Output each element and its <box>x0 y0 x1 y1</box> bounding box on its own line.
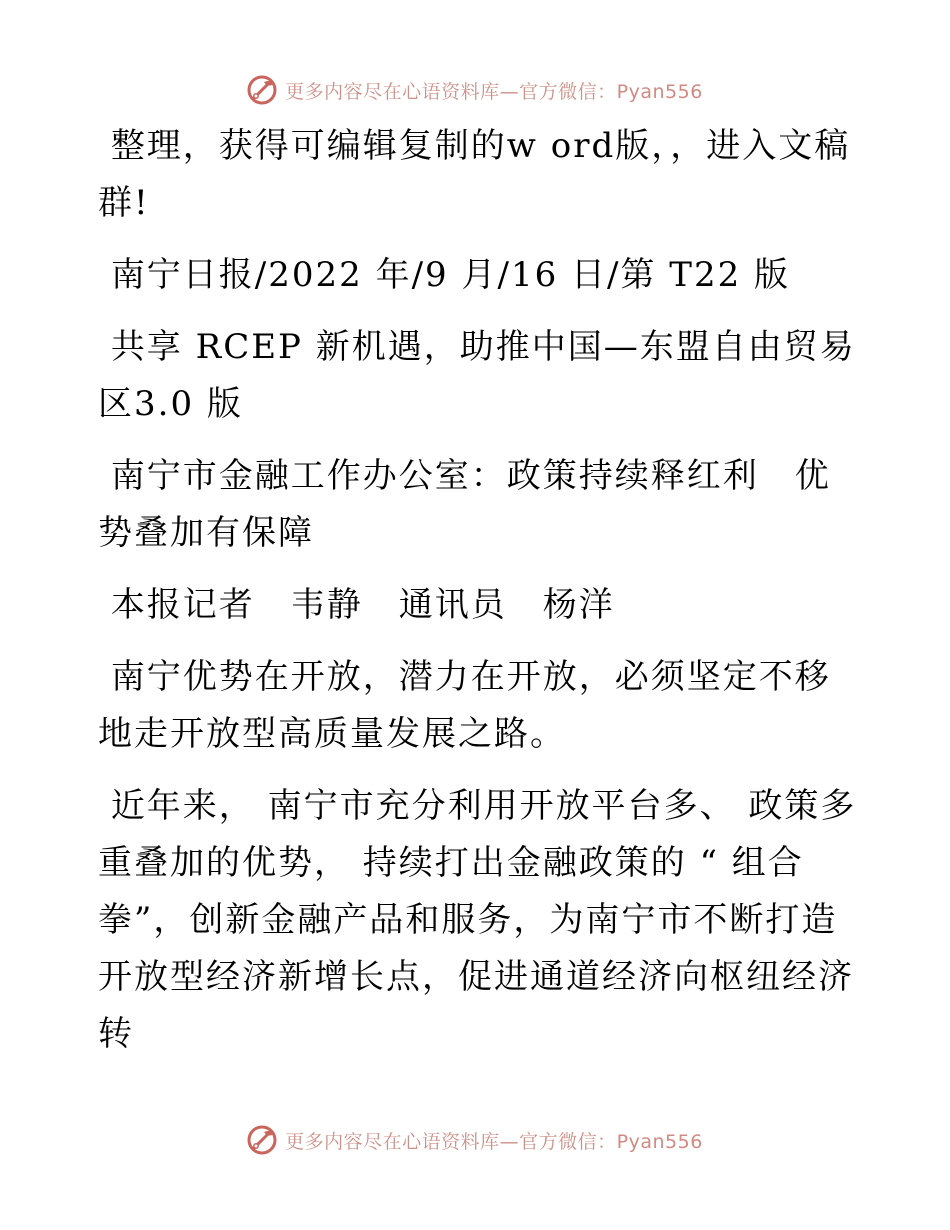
watermark-text <box>285 1127 703 1154</box>
watermark-id: Pyan556 <box>616 80 703 103</box>
document-body <box>98 118 858 1078</box>
paragraph-headline: 共享 RCEP 新机遇，助推中国—东盟自由贸易区3.0 版 <box>98 327 856 424</box>
watermark-id: Pyan556 <box>616 1130 703 1153</box>
paragraph-subheadline: 南宁市金融工作办公室：政策持续释红利 优势叠加有保障 <box>98 456 831 553</box>
footer-watermark <box>0 1120 950 1160</box>
paragraph-source: 南宁日报/2022 年/9 月/16 日/第 T22 版 <box>98 255 791 295</box>
paragraph-body-1: 南宁优势在开放，潜力在开放，必须坚定不移地走开放型高质量发展之路。 <box>98 657 831 754</box>
watermark-chinese: 更多内容尽在心语资料库—官方微信： <box>285 1130 617 1153</box>
header-watermark <box>0 70 950 110</box>
watermark-text <box>285 77 703 104</box>
watermark-chinese: 更多内容尽在心语资料库—官方微信： <box>285 80 617 103</box>
paragraph-intro: 整理，获得可编辑复制的w ord版，，进入文稿群! <box>98 126 851 223</box>
paragraph-body-2: 近年来， 南宁市充分利用开放平台多、 政策多重叠加的优势， 持续打出金融政策的 “ 组合拳”，创新金融产品和服务，为南宁市不断打造开放型经济新增长点，促进通道经济向枢纽经济转 <box>98 786 857 1054</box>
quill-seal-icon <box>245 1123 279 1157</box>
paragraph-byline: 本报记者 韦静 通讯员 杨洋 <box>98 585 615 625</box>
quill-seal-icon <box>245 73 279 107</box>
